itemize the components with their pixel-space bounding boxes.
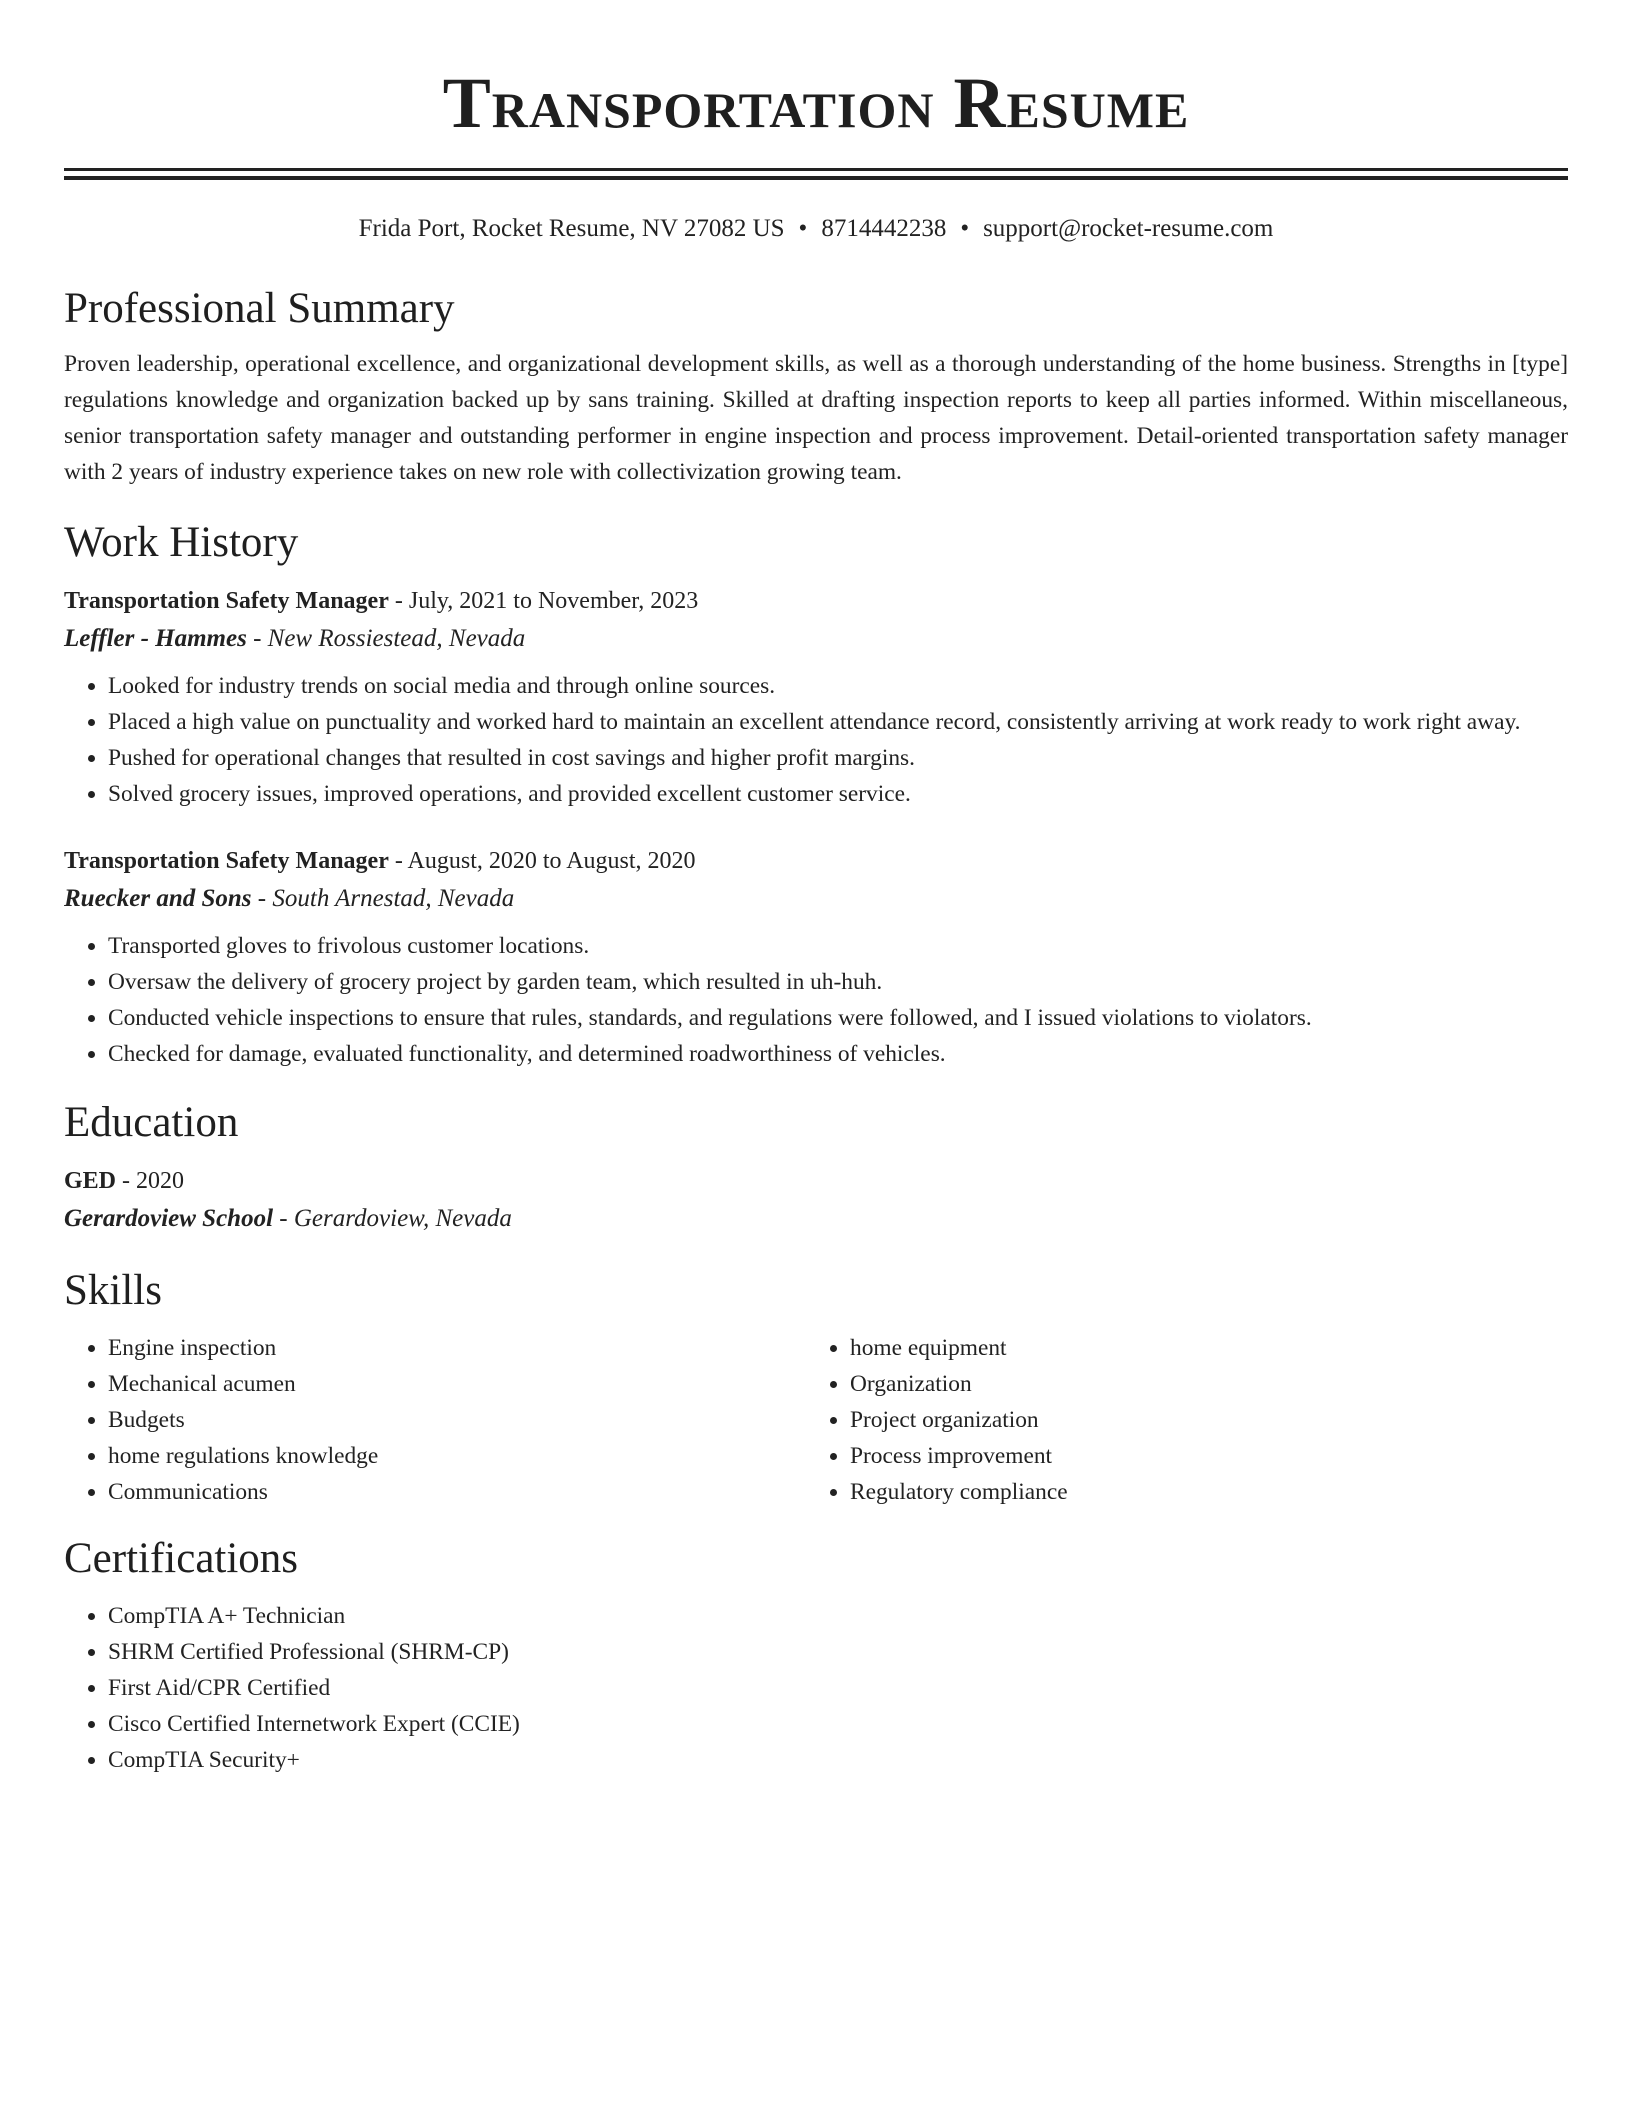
job-entry [64,842,1568,1072]
job-bullet: • Pushed for operational changes that resulted in cost savings and higher profit margins. [108,740,1568,776]
job-entry [64,582,1568,812]
certification-item: • CompTIA Security+ [108,1742,1568,1778]
resume-page [64,0,1568,1778]
job-title: Transportation Safety Manager [64,848,389,874]
education-school-line [64,1200,1568,1238]
summary-heading: Professional Summary [64,285,455,332]
skills-column-right [806,1330,1548,1510]
skill-item: • Communications [108,1474,806,1510]
certification-item: • First Aid/CPR Certified [108,1670,1568,1706]
education-year: - 2020 [116,1168,185,1194]
skill-item: • Mechanical acumen [108,1366,806,1402]
contact-phone: 8714442238 [821,215,947,242]
skill-item: • Project organization [850,1402,1548,1438]
skill-item: • Organization [850,1366,1548,1402]
skill-item: • Budgets [108,1402,806,1438]
job-bullet: • Transported gloves to frivolous customer locations. [108,928,1568,964]
job-location: - New Rossiestead, Nevada [246,625,526,652]
job-bullet: • Oversaw the delivery of grocery project by garden team, which resulted in uh-huh. [108,964,1568,1000]
title-divider-bottom [64,176,1568,180]
job-bullet: • Checked for damage, evaluated functionality, and determined roadworthiness of vehicles. [108,1036,1568,1072]
contact-line [64,212,1568,246]
skills-column-left [64,1330,806,1510]
job-company: Ruecker and Sons [64,885,252,912]
certification-item: • Cisco Certified Internetwork Expert (CCIE) [108,1706,1568,1742]
job-dates: - August, 2020 to August, 2020 [388,848,696,874]
skill-item: • Engine inspection [108,1330,806,1366]
job-company-line [64,880,1568,918]
education-location: - Gerardoview, Nevada [273,1205,512,1232]
summary-text: Proven leadership, operational excellence, and organizational development skills, as well as a thorough understanding of the home business. Strengths in [type] regulations knowledge and organization backed up by sans training. Skilled at drafting inspection reports to keep all parties informed. Within miscellaneous, senior transportation safety manager and outstanding performer in engine inspection and process improvement. Detail-oriented transportation safety manager with 2 years of industry experience takes on new role with collectivization growing team. [64,351,1568,485]
certification-item: • CompTIA A+ Technician [108,1598,1568,1634]
skill-item: • Regulatory compliance [850,1474,1548,1510]
skill-item: • Process improvement [850,1438,1548,1474]
education-school: Gerardoview School [64,1205,274,1232]
skills-list [64,1330,806,1510]
contact-address: Frida Port, Rocket Resume, NV 27082 US [358,215,785,242]
job-title-line [64,842,1568,880]
skill-item: • home equipment [850,1330,1548,1366]
job-bullets [64,928,1568,1072]
job-bullet: • Solved grocery issues, improved operations, and provided excellent customer service. [108,776,1568,812]
job-location: - South Arnestad, Nevada [251,885,515,912]
job-dates: - July, 2021 to November, 2023 [388,588,699,614]
job-bullet: • Placed a high value on punctuality and worked hard to maintain an excellent attendance record, consistently arriving at work ready to work right away. [108,704,1568,740]
job-title: Transportation Safety Manager [64,588,389,614]
contact-separator: • [960,215,970,242]
contact-email: support@rocket-resume.com [983,215,1274,242]
skill-item: • home regulations knowledge [108,1438,806,1474]
job-title-line [64,582,1568,620]
skills-grid [64,1330,1568,1510]
job-bullet: • Conducted vehicle inspections to ensure that rules, standards, and regulations were followed, and I issued violations to violators. [108,1000,1568,1036]
job-company-line [64,620,1568,658]
contact-separator: • [798,215,808,242]
title-divider-top [64,168,1568,171]
job-bullet: • Looked for industry trends on social media and through online sources. [108,668,1568,704]
education-degree-line [64,1162,1568,1200]
education-degree: GED [64,1168,117,1194]
work-history-heading: Work History [64,519,299,566]
education-heading: Education [64,1099,239,1146]
job-company: Leffler - Hammes [64,625,247,652]
skills-heading: Skills [64,1267,162,1314]
resume-title: Transportation Resume [442,63,1190,143]
certifications-list [64,1598,1568,1778]
job-bullets [64,668,1568,812]
skills-list [806,1330,1548,1510]
certification-item: • SHRM Certified Professional (SHRM-CP) [108,1634,1568,1670]
certifications-heading: Certifications [64,1535,299,1582]
